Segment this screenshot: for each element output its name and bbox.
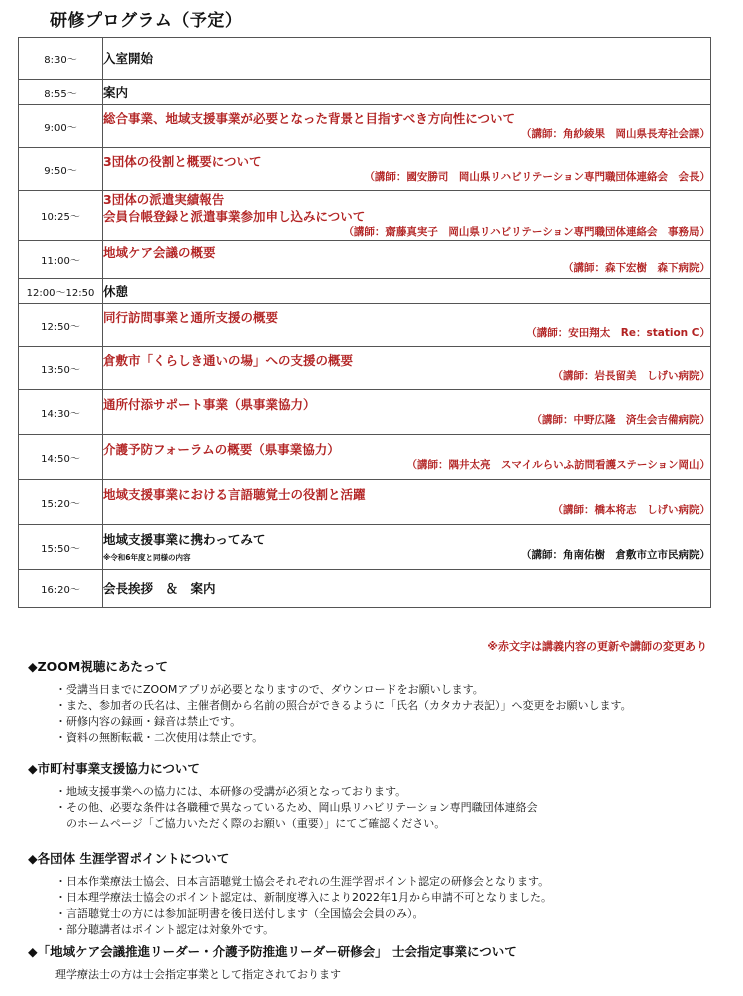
- session-title: 3団体の役割と概要について: [103, 154, 262, 169]
- schedule-time: 15:20～: [19, 480, 103, 525]
- schedule-row: [19, 304, 711, 347]
- session-title: 会員台帳登録と派遣事業参加申し込みについて: [103, 209, 366, 224]
- schedule-row: [19, 38, 711, 80]
- schedule-time: 12:00～12:50: [19, 279, 103, 304]
- section-item: のホームページ「ご協力いただく際のお願い（重要）」にてご確認ください。: [55, 817, 446, 830]
- schedule-time: 11:00～: [19, 241, 103, 279]
- session-lecturer: （講師：森下宏樹 森下病院）: [563, 261, 710, 274]
- schedule-time: 14:50～: [19, 435, 103, 480]
- schedule-content: [103, 480, 711, 525]
- schedule-content: [103, 80, 711, 105]
- section-item: ・日本作業療法士協会、日本言語聴覚士協会それぞれの生涯学習ポイント認定の研修会となります。: [55, 875, 550, 888]
- footnote: ※赤文字は講義内容の更新や講師の変更あり: [487, 640, 707, 653]
- session-lecturer: （講師：隅井太亮 スマイルらいふ訪問看護ステーション岡山）: [406, 459, 710, 471]
- section-item: ・日本理学療法士協会のポイント認定は、新制度導入により2022年1月から申請不可となりました。: [55, 891, 552, 904]
- schedule-time: 8:55～: [19, 80, 103, 105]
- session-title: 入室開始: [103, 51, 154, 66]
- schedule-row: [19, 570, 711, 608]
- session-lecturer: （講師：橋本将志 しげい病院）: [552, 504, 710, 516]
- section-item: ・研修内容の録画・録音は禁止です。: [55, 715, 242, 728]
- section-item: ・その他、必要な条件は各職種で異なっているため、岡山県リハビリテーション専門職団体連絡会: [55, 801, 538, 814]
- session-lecturer: （講師：岩長留美 しげい病院）: [552, 370, 710, 382]
- session-lecturer: （講師：安田翔太 Re：station C）: [526, 327, 710, 339]
- schedule-content: [103, 304, 711, 347]
- schedule-time: 12:50～: [19, 304, 103, 347]
- schedule-time: 8:30～: [19, 38, 103, 80]
- schedule-row: [19, 480, 711, 525]
- session-lecturer: （講師：角南佑樹 倉敷市立市民病院）: [521, 549, 710, 561]
- schedule-content: [103, 105, 711, 148]
- schedule-content: [103, 435, 711, 480]
- schedule-row: [19, 241, 711, 279]
- session-title: 地域ケア会議の概要: [103, 244, 216, 260]
- schedule-content: [103, 241, 711, 279]
- section-item: ・また、参加者の氏名は、主催者側から名前の照合ができるように「氏名（カタカナ表記）」へ変更をお願いします。: [55, 699, 632, 712]
- session-title: 介護予防フォーラムの概要（県事業協力）: [103, 442, 340, 457]
- page-title: 研修プログラム（予定）: [50, 11, 243, 31]
- session-title: 地域支援事業における言語聴覚士の役割と活躍: [103, 487, 366, 502]
- session-title: 休憩: [103, 283, 129, 299]
- schedule-content: [103, 38, 711, 80]
- section-heading: ◆各団体 生涯学習ポイントについて: [28, 851, 230, 866]
- schedule-content: [103, 279, 711, 304]
- schedule-time: 15:50～: [19, 525, 103, 570]
- section-item: ・言語聴覚士の方には参加証明書を後日送付します（全国協会会員のみ）。: [55, 907, 424, 920]
- schedule-content: [103, 148, 711, 191]
- schedule-content: [103, 191, 711, 241]
- session-title: 3団体の派遣実績報告: [103, 192, 225, 207]
- schedule-table: [18, 37, 711, 608]
- session-title: 通所付添サポート事業（県事業協力）: [103, 397, 316, 412]
- session-title: 地域支援事業に携わってみて: [103, 532, 266, 547]
- session-title: 倉敷市「くらしき通いの場」への支援の概要: [103, 353, 354, 368]
- session-lecturer: （講師：齋藤真実子 岡山県リハビリテーション専門職団体連絡会 事務局）: [343, 226, 710, 238]
- session-title: 案内: [103, 84, 129, 100]
- section-heading: ◆市町村事業支援協力について: [28, 761, 200, 776]
- schedule-row: [19, 105, 711, 148]
- section-item: 理学療法士の方は士会指定事業として指定されております: [55, 968, 341, 981]
- section-heading: ◆「地域ケア会議推進リーダー・介護予防推進リーダー研修会」 士会指定事業について: [28, 944, 517, 959]
- schedule-row: [19, 435, 711, 480]
- schedule-row: [19, 148, 711, 191]
- schedule-time: 14:30～: [19, 390, 103, 435]
- session-title: 同行訪問事業と通所支援の概要: [103, 310, 279, 325]
- schedule-row: [19, 279, 711, 304]
- schedule-time: 13:50～: [19, 347, 103, 390]
- schedule-time: 9:50～: [19, 148, 103, 191]
- section-item: ・受講当日までにZOOMアプリが必要となりますので、ダウンロードをお願いします。: [55, 683, 484, 696]
- schedule-content: [103, 570, 711, 608]
- schedule-time: 10:25～: [19, 191, 103, 241]
- schedule-time: 9:00～: [19, 105, 103, 148]
- schedule-row: [19, 191, 711, 241]
- section-item: ・部分聴講者はポイント認定は対象外です。: [55, 923, 275, 936]
- schedule-content: [103, 347, 711, 390]
- section-item: ・資料の無断転載・二次使用は禁止です。: [55, 731, 264, 744]
- session-lecturer: （講師：中野広隆 済生会吉備病院）: [531, 414, 710, 426]
- schedule-content: [103, 525, 711, 570]
- session-title: 総合事業、地域支援事業が必要となった背景と目指すべき方向性について: [103, 111, 516, 126]
- session-title: 会長挨拶 ＆ 案内: [103, 581, 216, 596]
- section-heading: ◆ZOOM視聴にあたって: [28, 659, 168, 674]
- schedule-row: [19, 525, 711, 570]
- schedule-row: [19, 347, 711, 390]
- schedule-content: [103, 390, 711, 435]
- session-lecturer: （講師：角紗綾果 岡山県長寿社会課）: [521, 128, 710, 140]
- section-item: ・地域支援事業への協力には、本研修の受講が必須となっております。: [55, 785, 407, 798]
- schedule-row: [19, 390, 711, 435]
- session-lecturer: （講師：國安勝司 岡山県リハビリテーション専門職団体連絡会 会長）: [364, 171, 710, 183]
- schedule-time: 16:20～: [19, 570, 103, 608]
- schedule-row: [19, 80, 711, 105]
- session-note: ※令和6年度と同様の内容: [103, 553, 191, 562]
